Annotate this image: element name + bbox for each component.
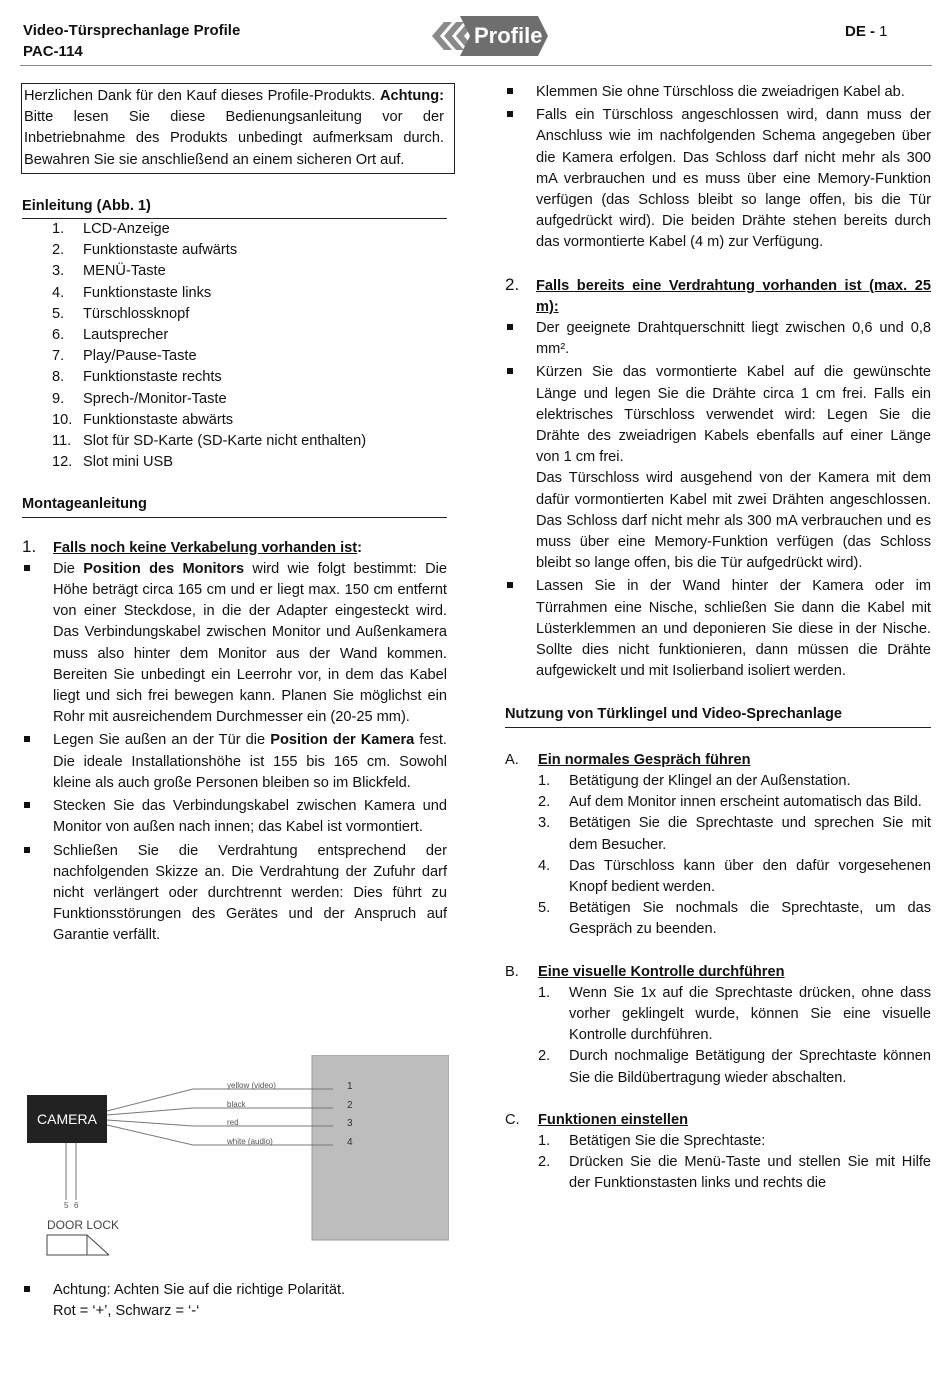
notice-text: Bitte lesen Sie diese Bedienungsanleitung vor der Inbetriebnahme des Produkts unbedingt aufmerksam durch. Bewahren Sie sie anschließend an einem sicheren Ort auf. — [24, 109, 444, 168]
right-column — [505, 82, 931, 1195]
profile-logo — [430, 10, 560, 60]
list-item: 4. Funktionstaste links — [52, 284, 212, 301]
list-item: 2. Auf dem Monitor innen erscheint automatisch das Bild. — [538, 794, 922, 811]
wire-label: red — [227, 1118, 239, 1127]
list-item: 4. Das Türschloss kann über den dafür vorgesehenen Knopf bedient werden. — [538, 857, 931, 895]
logo-text: Profile — [474, 23, 543, 48]
wire-label: yellow (video) — [227, 1081, 276, 1090]
list-item: Falls ein Türschloss angeschlossen wird, dann muss der Anschluss wie im nachfolgenden Schema angegeben über die Kamera erfolgen. Das Schloss darf nicht mehr als 300 mA verbrauchen und es muss über eine Memory-Funktion verfügen (das Schloss bleibt so lange offen, bis die Tür aufgedrückt wird). Die beiden Drähte stehen bereits durch das vormontierte Kabel (4 m) zur Verfügung. — [505, 105, 931, 253]
list-item: 7. Play/Pause-Taste — [52, 348, 197, 365]
section-c-heading: C. Funktionen einstellen — [505, 1111, 689, 1128]
step-2-heading — [505, 276, 931, 318]
lock-pin-label: 5 — [64, 1201, 69, 1210]
terminal-label: 3 — [347, 1118, 353, 1129]
list-item: Legen Sie außen an der Tür die Position der Kamera fest. Die ideale Installationshöhe ist 155 bis 165 cm. Sowohl kleine als auch große Personen bleiben so im Blickfeld. — [22, 730, 447, 794]
terminal-label: 2 — [347, 1100, 353, 1111]
wire-red — [107, 1120, 333, 1126]
language-code: DE - — [845, 23, 875, 40]
wire-white — [107, 1125, 333, 1145]
list-item: Stecken Sie das Verbindungskabel zwischen Kamera und Monitor von außen nach innen; das Kabel ist vormontiert. — [22, 796, 447, 838]
section-b-heading: B. Eine visuelle Kontrolle durchführen — [505, 963, 785, 980]
door-lock-icon — [47, 1235, 109, 1255]
document-header — [23, 20, 240, 62]
step-1-heading: 1. Falls noch keine Verkabelung vorhanden ist: — [22, 536, 362, 556]
lock-pin-label: 6 — [74, 1201, 79, 1210]
step-number: 1. — [22, 536, 37, 556]
model-number: PAC-114 — [23, 43, 83, 60]
list-item: 9. Sprech-/Monitor-Taste — [52, 390, 227, 407]
list-item: 1. LCD-Anzeige — [52, 221, 170, 238]
list-item: 3. Betätigen Sie die Sprechtaste und sprechen Sie mit dem Besucher. — [538, 815, 931, 853]
notice-attention-label: Achtung: — [379, 88, 444, 104]
door-lock-label: DOOR LOCK — [47, 1218, 120, 1232]
list-item: 2. Funktionstaste aufwärts — [52, 242, 238, 259]
list-item: 10. Funktionstaste abwärts — [52, 411, 234, 428]
notice-thanks: Herzlichen Dank für den Kauf dieses Profile-Produkts. — [24, 88, 376, 104]
list-item: 1. Betätigung der Klingel an der Außenstation. — [538, 772, 851, 789]
document-title: Video-Türsprechanlage Profile — [23, 22, 241, 39]
wiring-diagram — [23, 1055, 449, 1260]
step-title: Falls bereits eine Verdrahtung vorhanden ist (max. 25 m): — [536, 277, 931, 315]
section-c-list — [505, 1131, 931, 1195]
list-item: 11. Slot für SD-Karte (SD-Karte nicht enthalten) — [52, 433, 367, 450]
list-item: 1. Wenn Sie 1x auf die Sprechtaste drücken, ohne dass vorher geklingelt wurde, können Sie eine visuelle Kontrolle durchführen. — [538, 984, 931, 1044]
header-divider — [20, 65, 932, 66]
wire-label: white (audio) — [227, 1137, 273, 1146]
list-item: 12. Slot mini USB — [52, 454, 174, 471]
list-item: Kürzen Sie das vormontierte Kabel auf die gewünschte Länge und legen Sie die Drähte circa 1 cm frei. Falls ein elektrisches Türschloss verwendet wird: Legen Sie die Drähte des zweiadrigen Kabels ebenfalls auf einer Länge von 1 cm frei. Das Türschloss wird ausgehend von der Kamera mit dem dafür vormontierten Kabel mit zwei Drähten angeschlossen. Das Schloss darf nicht mehr als 300 mA verbrauchen und es muss über eine Memory-Funktion verfügen (das Schloss bleibt so lange offen, bis die Tür aufgedrückt wird). — [505, 362, 931, 574]
list-item: Die Position des Monitors wird wie folgt bestimmt: Die Höhe beträgt circa 165 cm und er liegt max. 150 cm entfernt von einer Steckdose, in die der Adapter eingesteckt wird. Das Verbindungskabel zwischen Monitor und Außenkamera muss also hinter dem Monitor aus der Wand kommen. Bereiten Sie unbedingt ein Leerrohr vor, in dem das Kabel liegt und sich frei bewegen kann. Planen Sie möglichst ein Rohr mit ausreichendem Durchmesser ein (20-25 mm). — [22, 559, 447, 729]
page-number: 1 — [879, 23, 888, 40]
wire-black — [107, 1108, 333, 1115]
terminal-label: 4 — [347, 1137, 353, 1148]
step-2-bullets — [505, 318, 931, 682]
camera-label: CAMERA — [37, 1111, 97, 1127]
list-item: Klemmen Sie ohne Türschloss die zweiadrigen Kabel ab. — [505, 82, 931, 103]
usage-heading: Nutzung von Türklingel und Video-Sprechanlage — [505, 704, 931, 727]
list-item: 3. MENÜ-Taste — [52, 263, 166, 280]
section-a-list — [505, 771, 931, 941]
section-b-list — [505, 983, 931, 1089]
step-number: 2. — [505, 274, 520, 294]
list-item: 5. Betätigen Sie nochmals die Sprechtaste, um das Gespräch zu beenden. — [538, 900, 931, 938]
polarity-note — [22, 1280, 447, 1324]
list-item: Lassen Sie in der Wand hinter der Kamera oder im Türrahmen eine Nische, schließen Sie dann die Kabel mit Lüsterklemmen an und deponieren Sie diese in der Nische. Sollte dies nicht funktionieren, dann müssen die Drähte aufgewickelt und mit Isolierband isoliert werden. — [505, 576, 931, 682]
list-item: Achtung: Achten Sie auf die richtige Polarität. Rot = ‘+’, Schwarz = ‘-‘ — [22, 1280, 447, 1322]
list-item: 6. Lautsprecher — [52, 327, 169, 344]
left-column — [22, 83, 447, 949]
monitor-block — [312, 1055, 449, 1240]
terminal-label: 1 — [347, 1081, 353, 1092]
page-indicator — [845, 21, 888, 42]
wiring-bullets — [505, 82, 931, 254]
intro-heading: Einleitung (Abb. 1) — [22, 196, 447, 219]
section-a-heading: A. Ein normales Gespräch führen — [505, 751, 751, 768]
list-item: 5. Türschlossknopf — [52, 305, 190, 322]
intro-list — [22, 219, 447, 473]
step-1-bullets — [22, 559, 447, 947]
list-item: 2. Drücken Sie die Menü-Taste und stellen Sie mit Hilfe der Funktionstasten links und rechts die — [538, 1154, 931, 1192]
list-item: 1. Betätigen Sie die Sprechtaste: — [538, 1132, 766, 1149]
montage-heading: Montageanleitung — [22, 494, 447, 517]
notice-box — [21, 83, 455, 174]
list-item: 2. Durch nochmalige Betätigung der Sprechtaste können Sie die Bildübertragung wieder abschalten. — [538, 1048, 931, 1086]
list-item: Der geeignete Drahtquerschnitt liegt zwischen 0,6 und 0,8 mm². — [505, 318, 931, 360]
list-item: 8. Funktionstaste rechts — [52, 369, 222, 386]
step-title: Falls noch keine Verkabelung vorhanden ist — [53, 539, 358, 556]
list-item: Schließen Sie die Verdrahtung entsprechend der nachfolgenden Skizze an. Die Verdrahtung der Zufuhr darf nicht verlängert oder durchtrennt werden: Dies führt zu Funktionsstörungen des Gerätes und der Anspruch auf Garantie verfällt. — [22, 841, 447, 947]
wire-label: black — [227, 1100, 246, 1109]
